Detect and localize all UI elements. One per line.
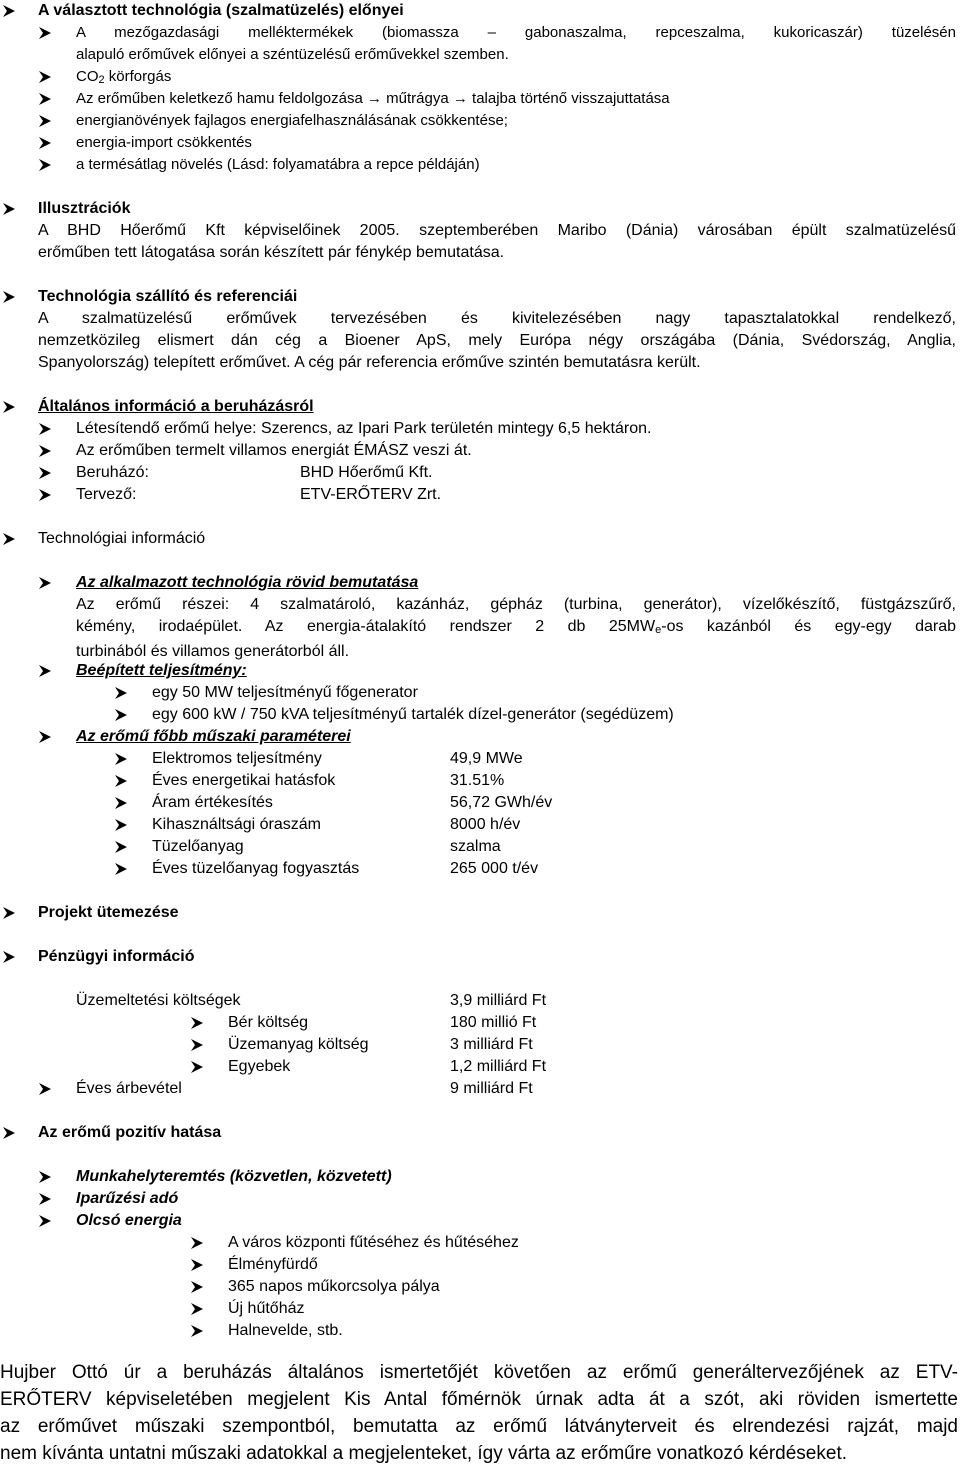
- param-value: 265 000 t/év: [450, 860, 539, 877]
- section-title-general: Általános információ a beruházásról: [38, 398, 314, 415]
- advantages-item-co2: $CO_2$ körforgás: [76, 68, 172, 86]
- arrowhead-bullet-icon: [38, 664, 52, 678]
- param-label: Elektromos teljesítmény: [152, 750, 322, 767]
- energy-use-item: Halnevelde, stb.: [228, 1322, 343, 1339]
- general-item-energy-buyer: Az erőműben termelt villamos energiát ÉMÁSZ veszi át.: [76, 442, 472, 459]
- section-title-schedule: Projekt ütemezése: [38, 904, 179, 921]
- revenue-label: Éves árbevétel: [76, 1080, 182, 1097]
- advantages-item-yield: a termésátlag növelés (Lásd: folyamatábra a repce példáján): [76, 156, 480, 173]
- supplier-text: A szalmatüzelésű erőművek tervezésében és kivitelezésében nagy tapasztalatokkal rendelkező, nemzetközileg elismert dán cég a Bioener ApS, mely Európa négy országába (Dánia, Svédország, Anglia, Spanyolország) telepített erőművet. A cég pár referencia erőműve szintén bemutatásra került.: [38, 310, 956, 371]
- arrowhead-bullet-icon: [38, 1082, 52, 1096]
- arrowhead-bullet-icon: [114, 840, 128, 854]
- tech-intro-title: Az alkalmazott technológia rövid bemutatása: [76, 574, 419, 591]
- arrowhead-bullet-icon: [2, 950, 16, 964]
- params-title: Az erőmű főbb műszaki paraméterei: [76, 728, 351, 745]
- arrowhead-bullet-icon: [190, 1016, 204, 1030]
- capacity-title: Beépített teljesítmény:: [76, 662, 247, 679]
- arrowhead-bullet-icon: [38, 488, 52, 502]
- tech-intro-text: Az erőmű részei: 4 szalmatároló, kazánház, gépház (turbina, generátor), vízelőkészítő, füstgázszűrő, kémény, irodaépület. Az energia-átalakító rendszer 2 db $25MW_e-os$ kazánból és egy-egy darab turbinából és villamos generátorból áll.: [76, 596, 956, 660]
- cost-item-label: Egyebek: [228, 1058, 291, 1075]
- section-title-finance: Pénzügyi információ: [38, 948, 195, 965]
- designer-value: ETV-ERŐTERV Zrt.: [300, 486, 442, 503]
- param-value: 56,72 GWh/év: [450, 794, 553, 811]
- param-value: 49,9 MWe: [450, 750, 523, 767]
- advantages-item-ash: Az erőműben keletkező hamu feldolgozása → műtrágya → talajba történő visszajuttatása: [76, 90, 670, 107]
- energy-use-item: Élményfürdő: [228, 1256, 318, 1273]
- cost-item-label: Bér költség: [228, 1014, 309, 1031]
- param-value: 8000 h/év: [450, 816, 521, 833]
- advantages-item-import: energia-import csökkentés: [76, 134, 252, 151]
- arrowhead-bullet-icon: [38, 114, 52, 128]
- arrowhead-bullet-icon: [38, 1192, 52, 1206]
- impact-item-tax: Iparűzési adó: [76, 1190, 179, 1207]
- investor-value: BHD Hőerőmű Kft.: [300, 464, 433, 481]
- arrowhead-bullet-icon: [2, 906, 16, 920]
- arrowhead-bullet-icon: [190, 1302, 204, 1316]
- arrowhead-bullet-icon: [114, 774, 128, 788]
- investor-label: Beruházó:: [76, 464, 149, 481]
- cost-item-value: 1,2 milliárd Ft: [450, 1058, 547, 1075]
- revenue-value: 9 milliárd Ft: [450, 1080, 533, 1097]
- capacity-item-main-generator: egy 50 MW teljesítményű főgenerator: [152, 684, 418, 701]
- param-label: Áram értékesítés: [152, 794, 273, 811]
- arrowhead-bullet-icon: [38, 136, 52, 150]
- arrowhead-bullet-icon: [114, 862, 128, 876]
- arrowhead-bullet-icon: [190, 1258, 204, 1272]
- arrowhead-bullet-icon: [38, 70, 52, 84]
- arrowhead-bullet-icon: [190, 1324, 204, 1338]
- energy-use-item: Új hűtőház: [228, 1300, 305, 1317]
- arrowhead-bullet-icon: [2, 4, 16, 18]
- arrowhead-bullet-icon: [190, 1060, 204, 1074]
- arrowhead-bullet-icon: [2, 1126, 16, 1140]
- arrowhead-bullet-icon: [38, 730, 52, 744]
- cost-item-value: 180 millió Ft: [450, 1014, 537, 1031]
- arrowhead-bullet-icon: [2, 532, 16, 546]
- opex-label: Üzemeltetési költségek: [76, 992, 241, 1009]
- arrowhead-bullet-icon: [114, 686, 128, 700]
- energy-use-item: 365 napos műkorcsolya pálya: [228, 1278, 440, 1295]
- arrowhead-bullet-icon: [38, 158, 52, 172]
- advantages-item-biomass: A mezőgazdasági melléktermékek (biomassza – gabonaszalma, repceszalma, kukoricaszár) tüzelésén alapuló erőművek előnyei a széntüzelésű erőművekkel szemben.: [76, 24, 956, 63]
- param-label: Kihasználtsági óraszám: [152, 816, 321, 833]
- param-label: Éves tüzelőanyag fogyasztás: [152, 860, 360, 877]
- param-value: szalma: [450, 838, 501, 855]
- section-title-tech: Technológiai információ: [38, 530, 206, 547]
- impact-item-jobs: Munkahelyteremtés (közvetlen, közvetett): [76, 1168, 392, 1185]
- arrowhead-bullet-icon: [38, 26, 52, 40]
- param-label: Tüzelőanyag: [152, 838, 244, 855]
- arrowhead-bullet-icon: [38, 466, 52, 480]
- closing-paragraph: Hujber Ottó úr a beruházás általános ismertetőjét követően az erőmű generáltervezőjének az ETV- ERŐTERV képviseletében megjelent Kis Antal főmérnök úrnak adta át a szót, aki röviden ismertette az erőművet műszaki szempontból, bemutatta az erőmű látványterveit és elrendezési rajzát, majd nem kívánta untatni műszaki adatokkal a megjelenteket, így várta az erőműre vonatkozó kérdéseket.: [0, 1362, 958, 1464]
- arrowhead-bullet-icon: [114, 818, 128, 832]
- arrowhead-bullet-icon: [2, 400, 16, 414]
- arrowhead-bullet-icon: [2, 202, 16, 216]
- param-label: Éves energetikai hatásfok: [152, 772, 336, 789]
- arrowhead-bullet-icon: [38, 444, 52, 458]
- section-title-illustrations: Illusztrációk: [38, 200, 131, 217]
- arrowhead-bullet-icon: [114, 708, 128, 722]
- arrowhead-bullet-icon: [38, 1170, 52, 1184]
- arrowhead-bullet-icon: [114, 796, 128, 810]
- cost-item-label: Üzemanyag költség: [228, 1036, 369, 1053]
- impact-item-energy: Olcsó energia: [76, 1212, 182, 1229]
- arrowhead-bullet-icon: [38, 1214, 52, 1228]
- param-value: 31.51%: [450, 772, 505, 789]
- illustrations-text: A BHD Hőerőmű Kft képviselőinek 2005. szeptemberében Maribo (Dánia) városában épült szalmatüzelésű erőműben tett látogatása során készített pár fénykép bemutatása.: [38, 222, 956, 261]
- energy-use-item: A város központi fűtéséhez és hűtéséhez: [228, 1234, 519, 1251]
- arrowhead-bullet-icon: [190, 1038, 204, 1052]
- section-title-advantages: A választott technológia (szalmatüzelés) előnyei: [38, 2, 404, 19]
- section-title-supplier: Technológia szállító és referenciái: [38, 288, 298, 305]
- arrowhead-bullet-icon: [38, 422, 52, 436]
- advantages-item-energy-plants: energianövények fajlagos energiafelhasználásának csökkentése;: [76, 112, 508, 129]
- arrowhead-bullet-icon: [114, 752, 128, 766]
- arrowhead-bullet-icon: [38, 576, 52, 590]
- opex-value: 3,9 milliárd Ft: [450, 992, 547, 1009]
- arrowhead-bullet-icon: [190, 1236, 204, 1250]
- designer-label: Tervező:: [76, 486, 137, 503]
- general-item-location: Létesítendő erőmű helye: Szerencs, az Ipari Park területén mintegy 6,5 hektáron.: [76, 420, 652, 437]
- capacity-item-diesel: egy 600 kW / 750 kVA teljesítményű tartalék dízel-generátor (segédüzem): [152, 706, 674, 723]
- cost-item-value: 3 milliárd Ft: [450, 1036, 533, 1053]
- arrowhead-bullet-icon: [190, 1280, 204, 1294]
- arrowhead-bullet-icon: [2, 290, 16, 304]
- section-title-impact: Az erőmű pozitív hatása: [38, 1124, 222, 1141]
- arrowhead-bullet-icon: [38, 92, 52, 106]
